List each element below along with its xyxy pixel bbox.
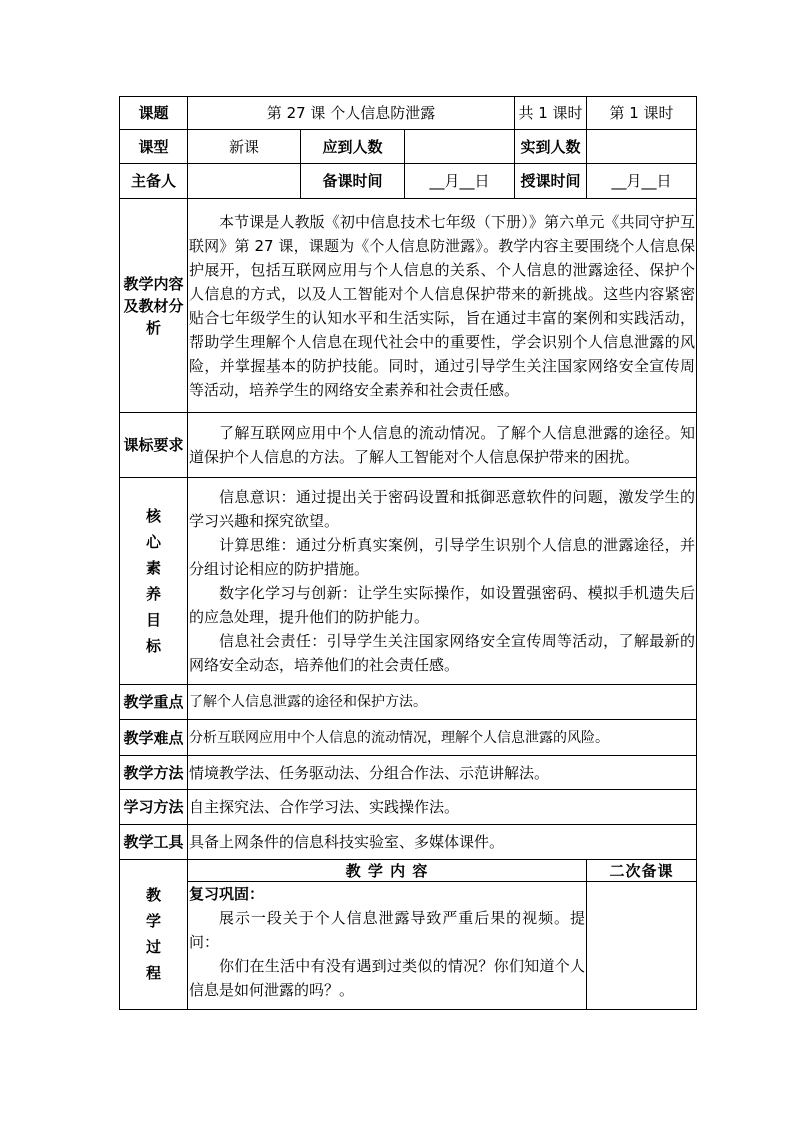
row-course [120,97,697,130]
row-preparer [120,164,697,199]
core-label-char: 目 [145,611,161,629]
process-label-char: 学 [145,912,161,930]
row-type [120,130,697,164]
type-label: 课型 [120,130,188,164]
tools-text: 具备上网条件的信息科技实验室、多媒体课件。 [189,833,505,851]
difficulty-cell [188,720,697,756]
core-label [120,478,188,685]
analysis-cell [188,199,697,413]
core-item: 数字化学习与创新：让学生实际操作，如设置强密码、模拟手机遗失后的应急处理，提升他们的防护能力。 [189,584,695,626]
method-label: 教学方法 [120,756,188,790]
core-item: 信息社会责任：引导学生关注国家网络安全宣传周等活动，了解最新的网络安全动态，培养他们的社会责任感。 [189,632,695,674]
analysis-label: 教学内容及教材分析 [120,199,188,413]
process-label-stack [120,860,187,986]
method-cell [188,756,697,790]
difficulty-text: 分析互联网应用中个人信息的流动情况，理解个人信息泄露的风险。 [189,729,609,746]
core-item: 计算思维：通过分析真实案例，引导学生识别个人信息的泄露途径，并分组讨论相应的防护措施。 [189,536,695,578]
standard-cell [188,413,697,478]
process-label [120,860,188,1010]
teach-time-value: __月__日 [587,164,697,199]
second-prep-cell [587,882,697,1010]
tools-label: 教学工具 [120,825,188,860]
lesson-plan-table [119,96,697,1010]
actual-value [587,130,697,164]
review-paragraph: 你们在生活中有没有遇到过类似的情况？你们知道个人信息是如何泄露的吗？。 [189,957,585,999]
standard-label: 课标要求 [120,413,188,478]
standard-text: 了解互联网应用中个人信息的流动情况。了解个人信息泄露的途径。知道保护个人信息的方法。了解人工智能对个人信息保护带来的困扰。 [189,424,695,466]
teach-time-label: 授课时间 [515,164,587,199]
type-value: 新课 [188,130,301,164]
row-standard [120,413,697,478]
core-item: 信息意识：通过提出关于密码设置和抵御恶意软件的问题，激发学生的学习兴趣和探究欲望。 [189,488,695,530]
preparer-value [188,164,301,199]
learning-text: 自主探究法、合作学习法、实践操作法。 [189,798,460,816]
course-title: 第 27 课 个人信息防泄露 [188,97,515,130]
content-header: 教 学 内 容 [188,860,587,882]
core-cell [188,478,697,685]
course-label: 课题 [120,97,188,130]
process-label-char: 过 [145,938,161,956]
row-process-body [120,882,697,1010]
row-difficulty [120,720,697,756]
prep-time-label: 备课时间 [301,164,405,199]
analysis-text: 本节课是人教版《初中信息技术七年级（下册）》第六单元《共同守护互联网》第 27 课，课题为《个人信息防泄露》。教学内容主要围绕个人信息保护展开，包括互联网应用与个人信息的关系、个人信息的泄露途径、保护个人信息的方式，以及人工智能对个人信息保护带来的新挑战。这些内容紧密贴合七年级学生的认知水平和生活实际，旨在通过丰富的案例和实践活动，帮助学生理解个人信息在现代社会中的重要性，学会识别个人信息泄露的风险，并掌握基本的防护技能。同时，通过引导学生关注国家网络安全宣传周等活动，培养学生的网络安全素养和社会责任感。 [189,212,695,399]
row-tools [120,825,697,860]
learning-cell [188,790,697,825]
core-label-char: 核 [145,507,161,525]
review-paragraph: 展示一段关于个人信息泄露导致严重后果的视频。提问： [189,909,585,951]
core-label-char: 标 [145,637,161,655]
total-hours: 共 1 课时 [515,97,587,130]
process-label-char: 教 [145,886,161,904]
key-point-label: 教学重点 [120,685,188,720]
actual-label: 实到人数 [515,130,587,164]
row-analysis [120,199,697,413]
expected-label: 应到人数 [301,130,405,164]
preparer-label: 主备人 [120,164,188,199]
key-point-text: 了解个人信息泄露的途径和保护方法。 [189,694,427,710]
method-text: 情境教学法、任务驱动法、分组合作法、示范讲解法。 [189,763,550,782]
row-core [120,478,697,685]
core-label-char: 养 [145,585,161,603]
row-learning [120,790,697,825]
row-process-header [120,860,697,882]
row-method [120,756,697,790]
core-label-char: 素 [145,559,161,577]
prep-time-value: __月__日 [405,164,515,199]
second-prep-header: 二次备课 [587,860,697,882]
difficulty-label: 教学难点 [120,720,188,756]
key-point-cell [188,685,697,720]
current-hour: 第 1 课时 [587,97,697,130]
expected-value [405,130,515,164]
row-key-point [120,685,697,720]
review-title: 复习巩固： [189,885,265,903]
process-label-char: 程 [145,964,161,982]
tools-cell [188,825,697,860]
process-content-cell [188,882,587,1010]
core-label-char: 心 [145,533,161,551]
core-label-stack [120,503,187,659]
learning-label: 学习方法 [120,790,188,825]
